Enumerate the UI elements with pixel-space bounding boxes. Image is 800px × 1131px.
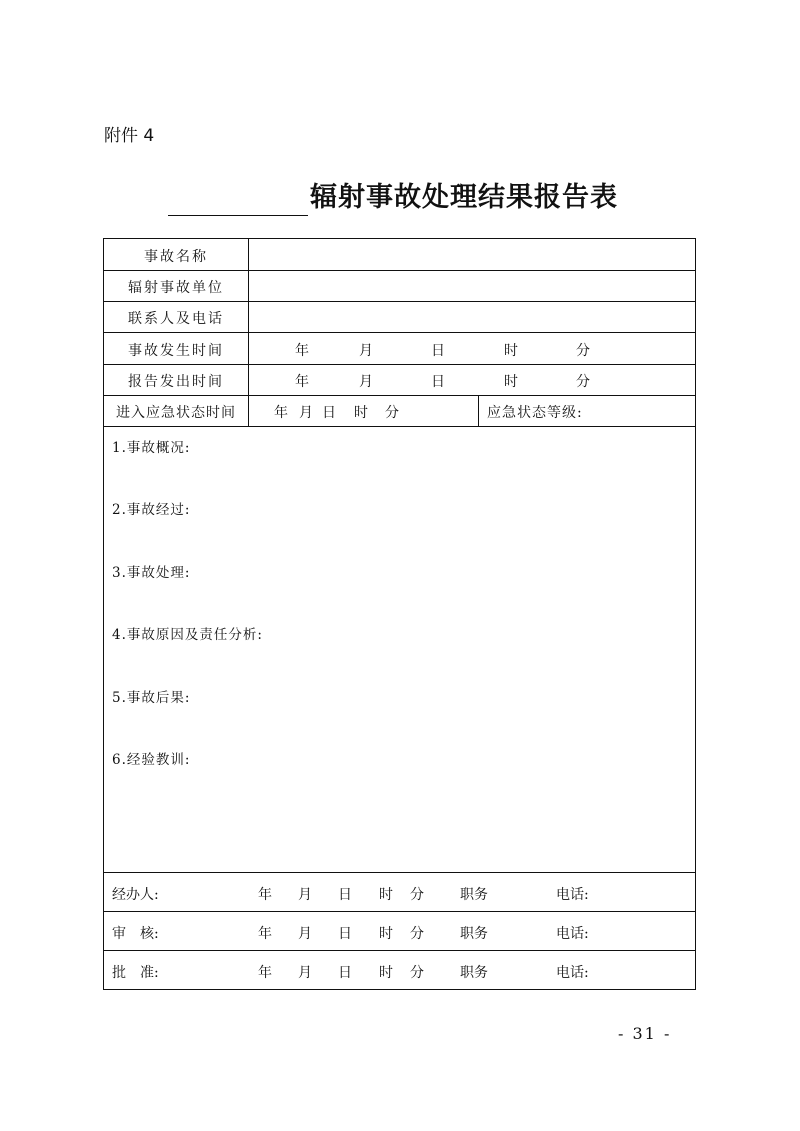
section-consequence: 5.事故后果: bbox=[112, 690, 191, 706]
handler-hour: 时 bbox=[379, 887, 393, 903]
emergency-minute: 分 bbox=[385, 405, 399, 421]
section-overview: 1.事故概况: bbox=[112, 440, 191, 456]
section-process: 2.事故经过: bbox=[112, 502, 191, 518]
label-column-divider bbox=[248, 239, 249, 426]
report-year: 年 bbox=[295, 374, 309, 390]
accident-name-field[interactable] bbox=[254, 242, 690, 267]
handler-year: 年 bbox=[258, 887, 272, 903]
emergency-month: 月 bbox=[299, 405, 313, 421]
review-minute: 分 bbox=[410, 926, 424, 942]
approve-phone: 电话: bbox=[556, 965, 589, 981]
approve-position: 职务 bbox=[460, 965, 488, 981]
handler-phone: 电话: bbox=[556, 887, 589, 903]
section-lessons: 6.经验教训: bbox=[112, 752, 191, 768]
title-blank-line[interactable] bbox=[168, 185, 308, 216]
attachment-label: 附件 4 bbox=[104, 126, 155, 146]
emergency-day: 日 bbox=[322, 405, 336, 421]
page-number: - 31 - bbox=[618, 1024, 672, 1043]
review-phone: 电话: bbox=[556, 926, 589, 942]
report-minute: 分 bbox=[576, 374, 590, 390]
emergency-time-label: 进入应急状态时间 bbox=[116, 405, 236, 421]
emergency-level-label: 应急状态等级: bbox=[487, 405, 583, 421]
row-divider bbox=[104, 364, 695, 365]
accident-name-label: 事故名称 bbox=[144, 249, 208, 265]
approve-hour: 时 bbox=[379, 965, 393, 981]
approve-minute: 分 bbox=[410, 965, 424, 981]
occur-day: 日 bbox=[431, 343, 445, 359]
occur-month: 月 bbox=[359, 343, 373, 359]
approve-label: 批 准: bbox=[112, 965, 159, 981]
row-divider bbox=[104, 950, 695, 951]
emergency-year: 年 bbox=[274, 405, 288, 421]
report-day: 日 bbox=[431, 374, 445, 390]
contact-field[interactable] bbox=[254, 304, 690, 329]
approve-month: 月 bbox=[298, 965, 312, 981]
row-divider bbox=[104, 911, 695, 912]
occur-time-label: 事故发生时间 bbox=[128, 343, 224, 359]
emergency-level-divider bbox=[478, 395, 479, 426]
title-text: 辐射事故处理结果报告表 bbox=[310, 182, 618, 213]
review-label: 审 核: bbox=[112, 926, 159, 942]
occur-hour: 时 bbox=[504, 343, 518, 359]
report-month: 月 bbox=[359, 374, 373, 390]
report-hour: 时 bbox=[504, 374, 518, 390]
section-cause: 4.事故原因及责任分析: bbox=[112, 627, 263, 643]
review-month: 月 bbox=[298, 926, 312, 942]
row-divider bbox=[104, 332, 695, 333]
handler-position: 职务 bbox=[460, 887, 488, 903]
handler-day: 日 bbox=[338, 887, 352, 903]
section-handling: 3.事故处理: bbox=[112, 565, 191, 581]
form-title bbox=[168, 176, 648, 216]
handler-minute: 分 bbox=[410, 887, 424, 903]
row-divider bbox=[104, 426, 695, 427]
review-position: 职务 bbox=[460, 926, 488, 942]
row-divider bbox=[104, 872, 695, 873]
contact-label: 联系人及电话 bbox=[128, 311, 224, 327]
approve-day: 日 bbox=[338, 965, 352, 981]
accident-unit-label: 辐射事故单位 bbox=[128, 280, 224, 296]
handler-label: 经办人: bbox=[112, 887, 159, 903]
review-hour: 时 bbox=[379, 926, 393, 942]
review-day: 日 bbox=[338, 926, 352, 942]
accident-unit-field[interactable] bbox=[254, 273, 690, 298]
report-form bbox=[103, 238, 696, 990]
handler-month: 月 bbox=[298, 887, 312, 903]
approve-year: 年 bbox=[258, 965, 272, 981]
report-time-label: 报告发出时间 bbox=[128, 374, 224, 390]
review-year: 年 bbox=[258, 926, 272, 942]
occur-year: 年 bbox=[295, 343, 309, 359]
occur-minute: 分 bbox=[576, 343, 590, 359]
row-divider bbox=[104, 270, 695, 271]
row-divider bbox=[104, 395, 695, 396]
emergency-hour: 时 bbox=[354, 405, 368, 421]
row-divider bbox=[104, 301, 695, 302]
